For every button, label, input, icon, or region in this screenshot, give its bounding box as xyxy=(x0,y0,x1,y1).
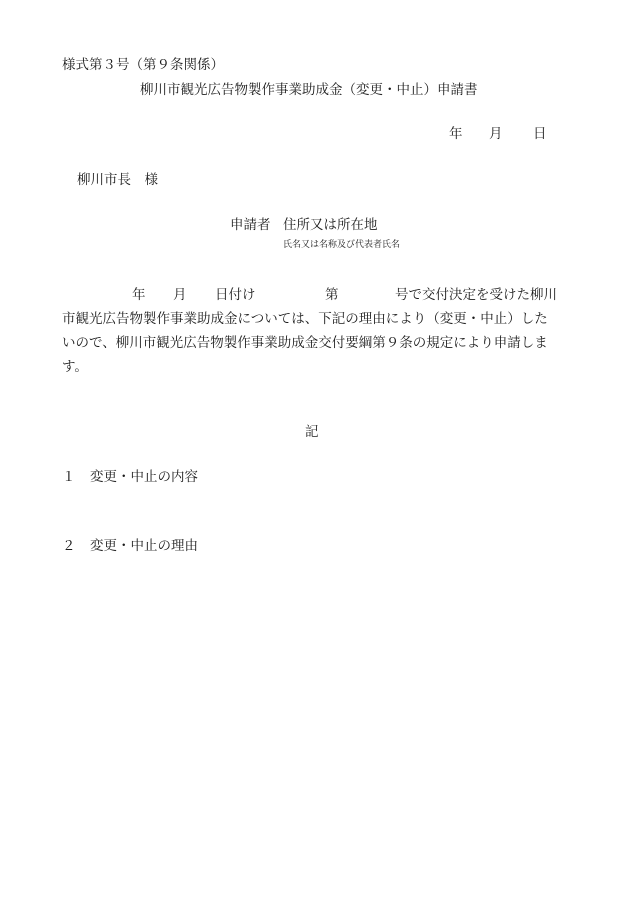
body-go-text: 号で交付決定を受けた柳川 xyxy=(395,287,557,303)
document-title: 柳川市観光広告物製作事業助成金（変更・中止）申請書 xyxy=(140,82,478,98)
body-line-2: 市観光広告物製作事業助成金については、下記の理由により（変更・中止）した xyxy=(62,311,548,327)
item-2-number: ２ xyxy=(62,538,76,554)
addressee: 柳川市長 様 xyxy=(77,172,158,188)
ki-heading: 記 xyxy=(305,424,319,440)
address-label: 住所又は所在地 xyxy=(283,217,378,233)
date-day-label: 日 xyxy=(533,126,547,142)
item-2-label: 変更・中止の理由 xyxy=(90,538,198,554)
body-paragraph xyxy=(62,283,560,379)
body-line-4: す。 xyxy=(62,359,88,375)
body-year: 年 xyxy=(132,287,146,303)
form-number: 様式第３号（第９条関係） xyxy=(62,57,224,73)
body-month: 月 xyxy=(173,287,187,303)
body-line-1 xyxy=(62,283,560,307)
body-dai: 第 xyxy=(325,287,339,303)
body-line-3: いので、柳川市観光広告物製作事業助成金交付要綱第９条の規定により申請しま xyxy=(62,335,548,351)
applicant-label: 申請者 xyxy=(230,217,271,233)
name-label: 氏名又は名称及び代表者氏名 xyxy=(283,240,401,250)
item-1-number: １ xyxy=(62,469,76,485)
item-1-label: 変更・中止の内容 xyxy=(90,469,198,485)
date-year-label: 年 xyxy=(449,126,463,142)
body-day-dated: 日付け xyxy=(215,287,256,303)
date-month-label: 月 xyxy=(489,126,503,142)
